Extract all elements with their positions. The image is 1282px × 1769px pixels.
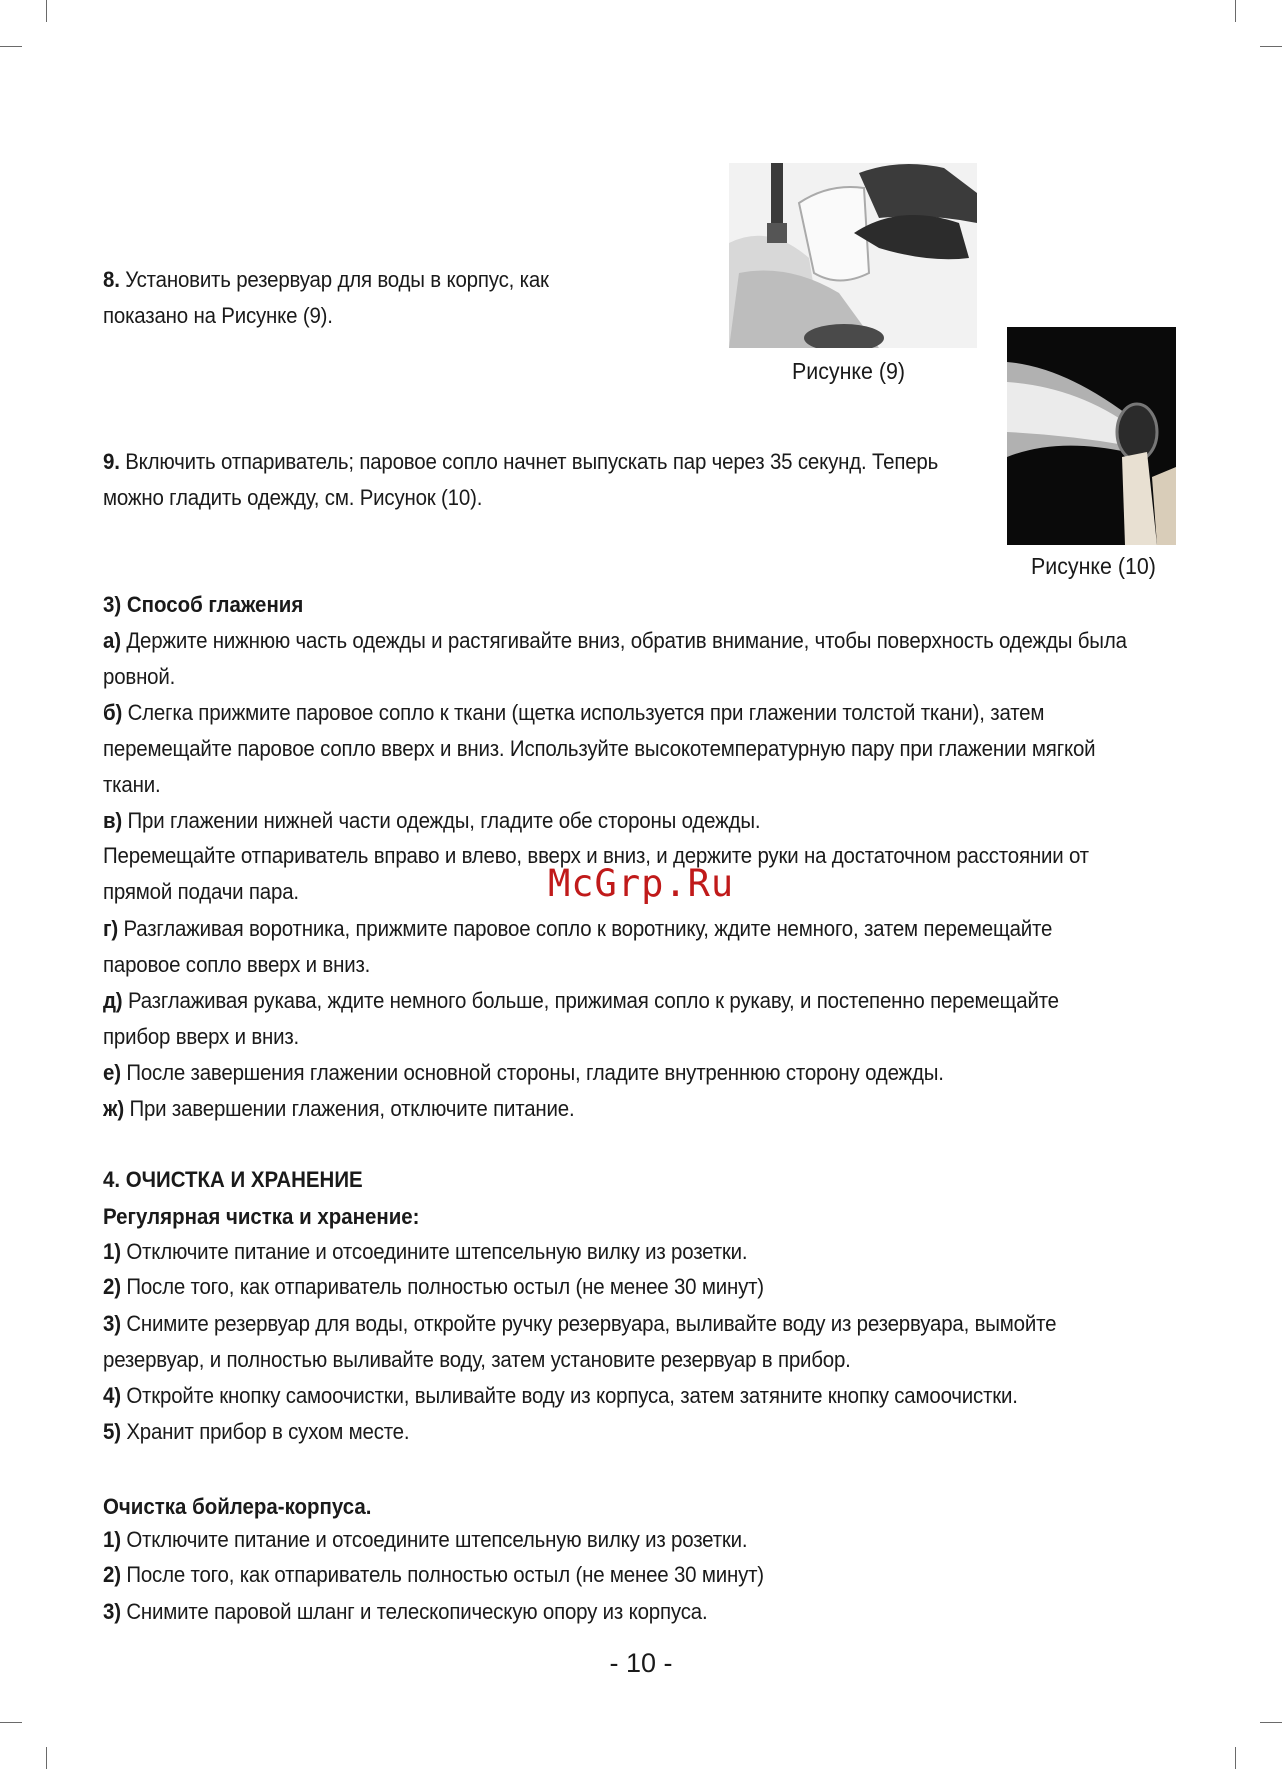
boiler-item-3 [103, 1594, 1128, 1630]
section-4-heading: 4. ОЧИСТКА И ХРАНЕНИЕ [103, 1167, 363, 1192]
page-number: - 10 - [609, 1648, 673, 1678]
boiler-item-1 [103, 1522, 1128, 1558]
item-label: 4) [103, 1383, 121, 1408]
item-label: 5) [103, 1419, 121, 1444]
figure-9-image [729, 163, 977, 348]
cleaning-item-4 [103, 1378, 1128, 1414]
item-text: Хранит прибор в сухом месте. [120, 1419, 410, 1444]
item-text: Снимите паровой шланг и телескопическую опору из корпуса. [120, 1599, 708, 1624]
item-label: б) [103, 700, 123, 725]
item-text: Держите нижнюю часть одежды и растягивайте вниз, обратив внимание, чтобы поверхность одежды была ровной. [103, 628, 1127, 689]
item-text: Перемещайте отпариватель вправо и влево, вверх и вниз, и держите руки на достаточном расстоянии от прямой подачи пара. [103, 843, 1089, 904]
section-3-heading: 3) Способ глажения [103, 592, 304, 617]
ironing-item-a [103, 623, 1128, 695]
steamer-tank-illustration [729, 163, 977, 348]
item-text: Снимите резервуар для воды, откройте ручку резервуара, выливайте воду из резервуара, вымойте резервуар, и полностью выливайте воду, затем установите резервуар в прибор. [103, 1311, 1057, 1372]
item-label: 2) [103, 1274, 121, 1299]
boiler-cleaning-heading: Очистка бойлера-корпуса. [103, 1494, 372, 1519]
crop-mark [1235, 1747, 1236, 1769]
item-text: Слегка прижмите паровое сопло к ткани (щетка используется при глажении толстой ткани), затем перемещайте паровое сопло вверх и вниз. Используйте высокотемпературную пару при глажении мягкой ткани. [103, 700, 1096, 797]
figure-10-caption: Рисунке (10) [1031, 553, 1156, 579]
regular-cleaning-subheading: Регулярная чистка и хранение: [103, 1204, 420, 1229]
item-label: г) [103, 916, 118, 941]
step-8 [103, 262, 624, 334]
crop-mark [46, 0, 47, 22]
item-text: Отключите питание и отсоедините штепсельную вилку из розетки. [120, 1527, 748, 1552]
figure-9-caption: Рисунке (9) [792, 358, 906, 384]
item-text: После того, как отпариватель полностью остыл (не менее 30 минут) [120, 1562, 764, 1587]
item-label: 3) [103, 1599, 121, 1624]
ironing-item-v [103, 803, 1128, 839]
crop-mark [0, 1722, 22, 1723]
item-label: ж) [103, 1096, 124, 1121]
item-text: При глажении нижней части одежды, гладите обе стороны одежды. [122, 808, 761, 833]
cleaning-item-3 [103, 1306, 1128, 1378]
step-9-text: Включить отпариватель; паровое сопло начнет выпускать пар через 35 секунд. Теперь можно гладить одежду, см. Рисунок (10). [103, 449, 939, 510]
item-label: 1) [103, 1527, 121, 1552]
item-label: в) [103, 808, 123, 833]
ironing-item-d [103, 983, 1128, 1055]
item-text: Откройте кнопку самоочистки, выливайте воду из корпуса, затем затяните кнопку самоочистки. [120, 1383, 1018, 1408]
steam-nozzle-illustration [1007, 327, 1176, 545]
step-9 [103, 444, 940, 516]
ironing-item-e [103, 1055, 1128, 1091]
cleaning-item-2 [103, 1269, 1128, 1305]
item-text: При завершении глажения, отключите питание. [123, 1096, 575, 1121]
item-label: 2) [103, 1562, 121, 1587]
crop-mark [1235, 0, 1236, 22]
item-label: е) [103, 1060, 121, 1085]
cleaning-item-1 [103, 1234, 1128, 1270]
item-text: Разглаживая рукава, ждите немного больше, прижимая сопло к рукаву, и постепенно перемещайте прибор вверх и вниз. [103, 988, 1059, 1049]
item-label: 1) [103, 1239, 121, 1264]
crop-mark [1260, 46, 1282, 47]
step-8-number: 8. [103, 267, 120, 292]
crop-mark [1260, 1722, 1282, 1723]
item-text: Разглаживая воротника, прижмите паровое сопло к воротнику, ждите немного, затем перемещайте паровое сопло вверх и вниз. [103, 916, 1053, 977]
ironing-item-g [103, 911, 1128, 983]
step-8-text: Установить резервуар для воды в корпус, как показано на Рисунке (9). [103, 267, 549, 328]
figure-10-image [1007, 327, 1176, 545]
crop-mark [46, 1747, 47, 1769]
item-text: Отключите питание и отсоедините штепсельную вилку из розетки. [120, 1239, 748, 1264]
item-label: д) [103, 988, 123, 1013]
item-text: После завершения глажении основной стороны, гладите внутреннюю сторону одежды. [120, 1060, 944, 1085]
ironing-item-b [103, 695, 1128, 803]
item-label: 3) [103, 1311, 121, 1336]
boiler-item-2 [103, 1557, 1128, 1593]
step-9-number: 9. [103, 449, 120, 474]
cleaning-item-5 [103, 1414, 1128, 1450]
item-label: а) [103, 628, 121, 653]
ironing-item-zh [103, 1091, 1128, 1127]
watermark: McGrp.Ru [548, 862, 735, 905]
item-text: После того, как отпариватель полностью остыл (не менее 30 минут) [120, 1274, 764, 1299]
crop-mark [0, 46, 22, 47]
